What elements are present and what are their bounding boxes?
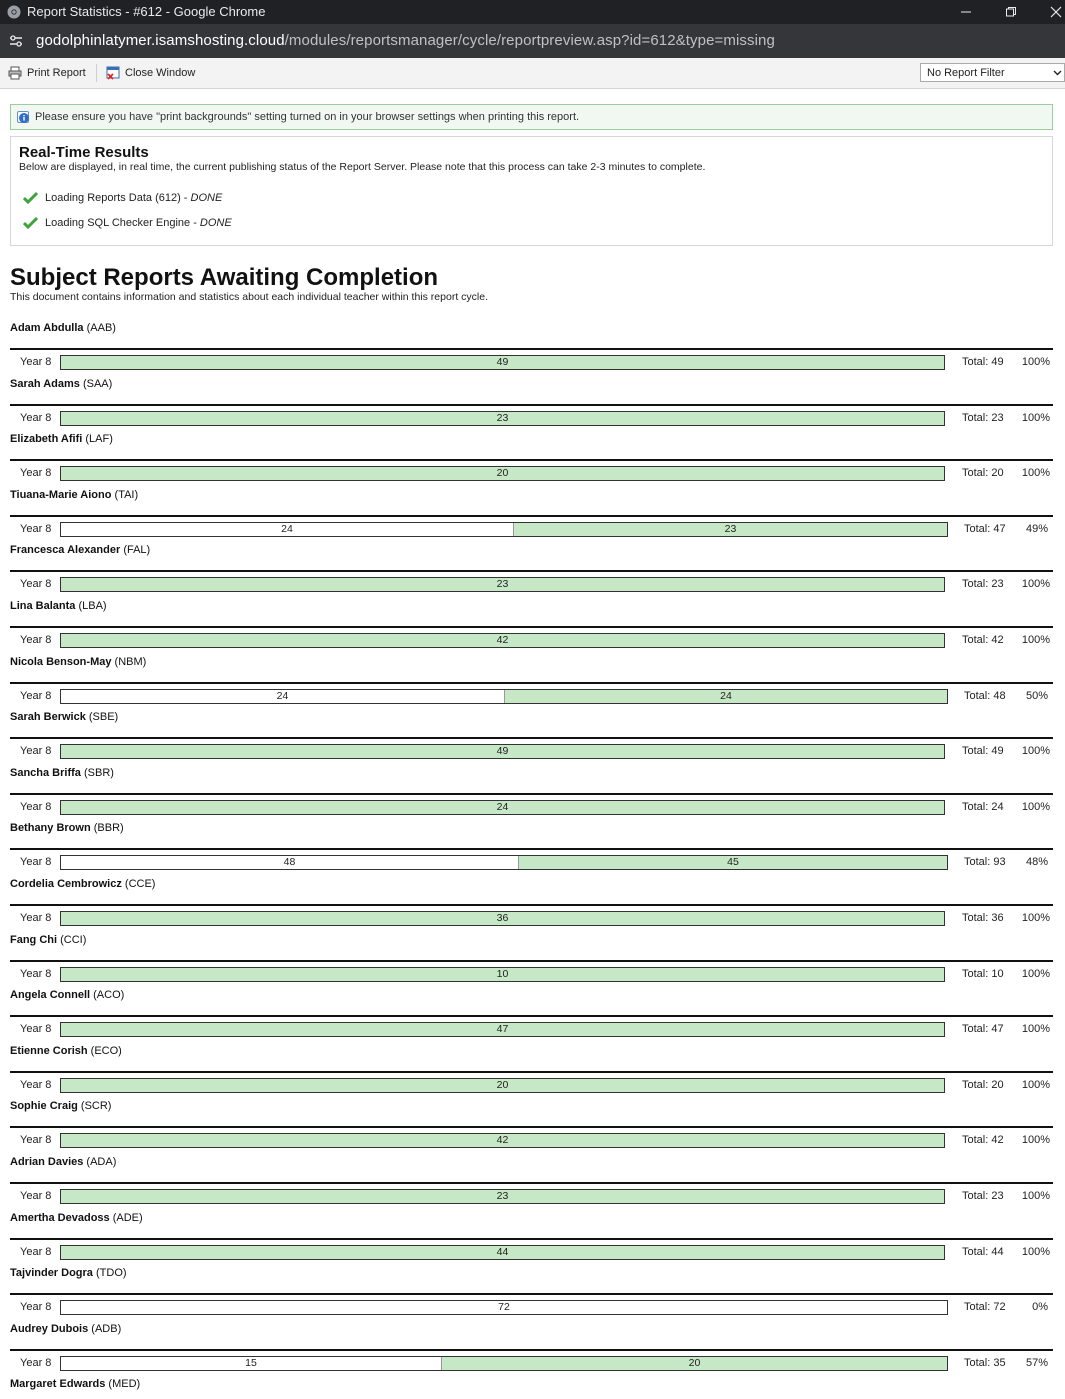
year-group-label: Year 8 <box>20 856 52 869</box>
completion-bar <box>60 1078 945 1093</box>
row-divider <box>10 1293 1053 1295</box>
report-filter-value: No Report Filter <box>927 67 1005 79</box>
teacher-full-name: Tajvinder Dogra <box>10 1267 93 1280</box>
completion-bar <box>60 967 945 982</box>
row-percentage: 100% <box>1021 912 1050 924</box>
teacher-code: (SBE) <box>85 711 119 724</box>
row-total: Total: 20 <box>962 467 1004 480</box>
completed-segment: 23 <box>61 578 944 591</box>
completion-bar <box>60 1022 945 1037</box>
completion-bar <box>60 800 945 815</box>
year-group-label: Year 8 <box>20 1134 52 1147</box>
teacher-code: (BBR) <box>90 822 124 835</box>
year-group-label: Year 8 <box>20 745 52 758</box>
completed-segment: 49 <box>61 745 944 758</box>
row-divider <box>10 515 1053 517</box>
year-group-label: Year 8 <box>20 1023 52 1036</box>
teacher-full-name: Lina Balanta <box>10 600 76 612</box>
teacher-code: (MED) <box>105 1378 141 1391</box>
row-divider <box>10 348 1053 350</box>
completed-segment: 10 <box>61 968 944 981</box>
teacher-code: (FAL) <box>120 544 151 557</box>
teacher-name <box>10 711 118 723</box>
url-host: godolphinlatymer.isamshosting.cloud <box>36 32 285 49</box>
missing-segment: 15 <box>61 1357 441 1370</box>
missing-segment: 72 <box>61 1301 947 1314</box>
completion-bar <box>60 911 945 926</box>
teacher-code: (TDO) <box>92 1267 127 1280</box>
completed-segment: 47 <box>61 1023 944 1036</box>
year-group-label: Year 8 <box>20 689 52 702</box>
teacher-full-name: Sophie Craig <box>10 1100 78 1113</box>
completion-bar <box>60 1133 945 1148</box>
teacher-name <box>10 1156 116 1168</box>
page-subtitle: This document contains information and statistics about each individual teacher within this report cycle. <box>10 291 488 303</box>
completed-segment: 24 <box>504 690 947 703</box>
teacher-name <box>10 767 114 779</box>
row-percentage: 100% <box>1021 634 1050 646</box>
completion-bar <box>60 689 948 704</box>
row-total: Total: 24 <box>962 800 1004 813</box>
teacher-code: (LAF) <box>82 433 113 446</box>
completion-bar <box>60 633 945 648</box>
row-divider <box>10 960 1053 962</box>
teacher-code: (SCR) <box>77 1100 112 1113</box>
row-divider <box>10 904 1053 906</box>
teacher-full-name: Sarah Adams <box>10 377 80 390</box>
completion-bar <box>60 1300 948 1315</box>
row-divider <box>10 1126 1053 1128</box>
row-percentage: 57% <box>1025 1356 1048 1369</box>
completed-segment: 42 <box>61 1134 944 1147</box>
row-total: Total: 36 <box>962 912 1004 924</box>
row-divider <box>10 682 1053 684</box>
completed-segment: 49 <box>61 356 944 369</box>
row-percentage: 100% <box>1021 967 1050 980</box>
row-total: Total: 23 <box>962 578 1004 591</box>
missing-segment: 24 <box>61 690 504 703</box>
completion-bar <box>60 1189 945 1204</box>
row-divider <box>10 1349 1053 1351</box>
row-divider <box>10 626 1053 628</box>
window-title: Report Statistics - #612 - Google Chrome <box>27 4 266 19</box>
teacher-code: (SBR) <box>80 766 114 779</box>
notice-text: Please ensure you have "print backgrounds" setting turned on in your browser settings when printing this report. <box>35 111 580 123</box>
teacher-name <box>10 1267 127 1279</box>
teacher-full-name: Bethany Brown <box>10 822 91 835</box>
teacher-full-name: Sarah Berwick <box>10 711 86 724</box>
teacher-full-name: Fang Chi <box>10 933 58 946</box>
teacher-full-name: Nicola Benson-May <box>10 655 112 668</box>
close-window-label: Close Window <box>125 67 196 79</box>
print-report-label: Print Report <box>27 67 86 79</box>
row-total: Total: 72 <box>964 1301 1006 1314</box>
status-step-label: Loading SQL Checker Engine - <box>45 216 197 229</box>
row-total: Total: 42 <box>962 1134 1004 1147</box>
year-group-label: Year 8 <box>20 1078 52 1091</box>
year-group-label: Year 8 <box>20 356 52 368</box>
row-total: Total: 42 <box>962 634 1004 646</box>
year-group-label: Year 8 <box>20 1245 52 1258</box>
completion-bar <box>60 1356 948 1371</box>
completed-segment: 23 <box>61 1190 944 1203</box>
row-percentage: 100% <box>1021 467 1050 480</box>
teacher-name <box>10 1378 140 1390</box>
completion-bar <box>60 1245 945 1260</box>
teacher-name <box>10 433 113 445</box>
row-total: Total: 48 <box>964 689 1006 702</box>
teacher-name <box>10 600 107 612</box>
teacher-full-name: Angela Connell <box>10 989 91 1002</box>
teacher-code: (CCI) <box>57 933 87 946</box>
completion-bar <box>60 411 945 426</box>
year-group-label: Year 8 <box>20 522 52 535</box>
completed-segment: 44 <box>61 1246 944 1259</box>
teacher-full-name: Audrey Dubois <box>10 1322 89 1335</box>
row-total: Total: 10 <box>962 967 1004 980</box>
completion-bar <box>60 577 945 592</box>
row-divider <box>10 1238 1053 1240</box>
teacher-name <box>10 822 124 834</box>
teacher-code: (CCE) <box>121 878 156 890</box>
year-group-label: Year 8 <box>20 467 52 480</box>
teacher-name <box>10 989 124 1001</box>
row-total: Total: 47 <box>962 1023 1004 1036</box>
row-divider <box>10 793 1053 795</box>
row-total: Total: 49 <box>962 356 1004 368</box>
teacher-code: (NBM) <box>111 655 147 668</box>
teacher-name <box>10 1045 122 1057</box>
teacher-name <box>10 544 150 556</box>
row-divider <box>10 737 1053 739</box>
row-percentage: 50% <box>1025 689 1048 702</box>
row-divider <box>10 570 1053 572</box>
teacher-full-name: Tiuana-Marie Aiono <box>10 488 112 501</box>
row-divider <box>10 1015 1053 1017</box>
row-divider <box>10 848 1053 850</box>
teacher-name <box>10 656 146 668</box>
teacher-name <box>10 934 86 946</box>
completed-segment: 20 <box>441 1357 947 1370</box>
year-group-label: Year 8 <box>20 967 52 980</box>
teacher-code: (TAI) <box>111 488 139 501</box>
row-percentage: 49% <box>1025 522 1048 535</box>
completed-segment: 23 <box>513 523 947 536</box>
completed-segment: 42 <box>61 634 944 647</box>
teacher-code: (ECO) <box>87 1044 122 1057</box>
status-step-state: DONE <box>199 216 232 229</box>
status-step-label: Loading Reports Data (612) - <box>45 191 188 204</box>
teacher-full-name: Etienne Corish <box>10 1044 88 1057</box>
teacher-code: (ADA) <box>83 1156 117 1168</box>
row-percentage: 100% <box>1021 745 1050 758</box>
real-time-results-title: Real-Time Results <box>19 144 149 161</box>
page-title: Subject Reports Awaiting Completion <box>10 264 439 291</box>
row-percentage: 100% <box>1021 356 1050 368</box>
completion-bar <box>60 466 945 481</box>
teacher-full-name: Margaret Edwards <box>10 1378 106 1391</box>
year-group-label: Year 8 <box>20 1301 52 1314</box>
year-group-label: Year 8 <box>20 1190 52 1202</box>
row-percentage: 48% <box>1025 856 1048 869</box>
year-group-label: Year 8 <box>20 800 52 813</box>
row-total: Total: 23 <box>962 1190 1004 1202</box>
completion-bar <box>60 522 948 537</box>
row-percentage: 100% <box>1021 1078 1050 1091</box>
row-total: Total: 47 <box>964 522 1006 535</box>
row-percentage: 0% <box>1032 1301 1048 1314</box>
teacher-full-name: Francesca Alexander <box>10 544 121 557</box>
row-total: Total: 44 <box>962 1245 1004 1258</box>
real-time-results-description: Below are displayed, in real time, the current publishing status of the Report Server. Please note that this process can take 2-3 minutes to complete. <box>19 161 706 173</box>
row-percentage: 100% <box>1021 1245 1050 1258</box>
completion-bar <box>60 744 945 759</box>
teacher-name <box>10 489 138 501</box>
completed-segment: 20 <box>61 467 944 480</box>
year-group-label: Year 8 <box>20 1356 52 1369</box>
teacher-code: (LBA) <box>75 600 107 612</box>
teacher-name <box>10 1100 111 1112</box>
teacher-name <box>10 378 112 390</box>
teacher-code: (SAA) <box>79 377 113 390</box>
url-path: /modules/reportsmanager/cycle/reportpreview.asp?id=612&type=missing <box>284 32 775 49</box>
row-total: Total: 20 <box>962 1078 1004 1091</box>
teacher-code: (AAB) <box>83 322 116 334</box>
completed-segment: 23 <box>61 412 944 425</box>
teacher-full-name: Elizabeth Afifi <box>10 433 83 446</box>
row-percentage: 100% <box>1021 1134 1050 1147</box>
row-percentage: 100% <box>1021 1190 1050 1202</box>
row-percentage: 100% <box>1021 411 1050 424</box>
completion-bar <box>60 855 948 870</box>
teacher-code: (ACO) <box>90 989 125 1002</box>
row-percentage: 100% <box>1021 1023 1050 1036</box>
teacher-name <box>10 1212 143 1224</box>
year-group-label: Year 8 <box>20 411 52 424</box>
row-total: Total: 23 <box>962 411 1004 424</box>
row-divider <box>10 1071 1053 1073</box>
row-total: Total: 93 <box>964 856 1006 869</box>
row-total: Total: 35 <box>964 1356 1006 1369</box>
teacher-full-name: Cordelia Cembrowicz <box>10 878 122 890</box>
missing-segment: 48 <box>61 856 518 869</box>
year-group-label: Year 8 <box>20 578 52 591</box>
completed-segment: 45 <box>518 856 947 869</box>
teacher-full-name: Adam Abdulla <box>10 322 84 334</box>
teacher-name <box>10 1323 121 1335</box>
completion-bar <box>60 355 945 370</box>
year-group-label: Year 8 <box>20 912 52 924</box>
teacher-code: (ADB) <box>88 1322 122 1335</box>
completed-segment: 20 <box>61 1079 944 1092</box>
row-percentage: 100% <box>1021 578 1050 591</box>
teacher-name <box>10 878 155 890</box>
status-step-state: DONE <box>190 191 223 204</box>
completed-segment: 36 <box>61 912 944 925</box>
row-percentage: 100% <box>1021 800 1050 813</box>
year-group-label: Year 8 <box>20 634 52 646</box>
teacher-full-name: Adrian Davies <box>10 1156 84 1168</box>
row-divider <box>10 1182 1053 1184</box>
teacher-full-name: Amertha Devadoss <box>10 1211 110 1224</box>
row-total: Total: 49 <box>962 745 1004 758</box>
row-divider <box>10 459 1053 461</box>
teacher-code: (ADE) <box>109 1211 143 1224</box>
row-divider <box>10 404 1053 406</box>
teacher-name <box>10 322 116 334</box>
missing-segment: 24 <box>61 523 513 536</box>
completed-segment: 24 <box>61 801 944 814</box>
teacher-full-name: Sancha Briffa <box>10 766 81 779</box>
